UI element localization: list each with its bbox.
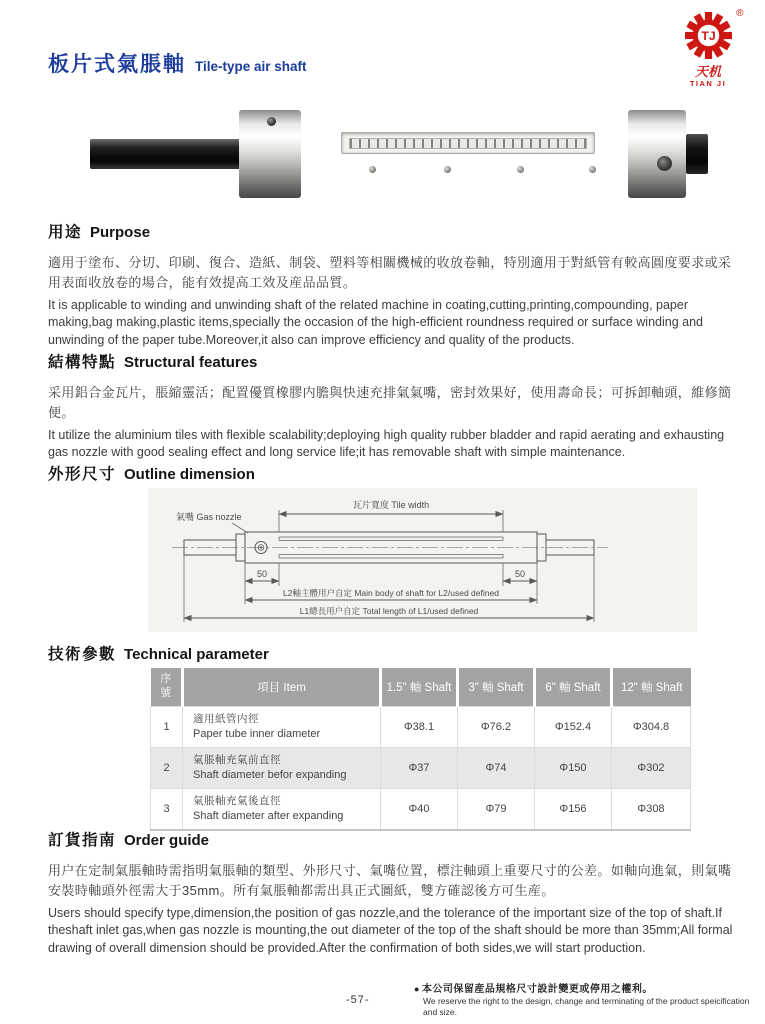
row-value: Φ76.2 (458, 707, 535, 748)
table-row (151, 707, 691, 748)
features-text-en: It utilize the aluminium tiles with flexible scalability;deploying high quality rubber bladder and rapid aerating and exhausting gas nozzle with good sealing effect and long service life;it has removable shaft with simple maintenance. (48, 428, 725, 460)
logo-name-zh: 天机 (694, 64, 721, 79)
row-value: Φ304.8 (612, 707, 691, 748)
row-value: Φ156 (535, 789, 612, 831)
row-no: 2 (151, 748, 183, 789)
shaft-journal-left (90, 139, 260, 169)
parameters-heading (48, 638, 738, 666)
purpose-text-en: It is applicable to winding and unwinding shaft of the related machine in coating,cutting,printing,compounding, paper making,bag making,plastic items,specially the occasion of the high-efficient roundness required or surface winding and unwinding of the paper tube.Moreover,it also can improve efficiency and quality of the products. (48, 298, 703, 347)
footer-note-en: We reserve the right to the design, change and terminating of the product speicification and size. (423, 996, 750, 1018)
outline-drawing-panel (148, 488, 697, 632)
col-header-shaft-1-5: 1.5" 軸 Shaft (381, 668, 458, 707)
row-item (183, 707, 381, 748)
company-logo (666, 8, 750, 89)
parameters-heading-en: Technical parameter (124, 646, 269, 663)
parameter-table (150, 668, 691, 831)
screw-icon (517, 166, 524, 173)
gear-icon (685, 12, 732, 59)
row-no: 3 (151, 789, 183, 831)
row-value: Φ74 (458, 748, 535, 789)
shaft-body (299, 108, 629, 200)
row-value: Φ150 (535, 748, 612, 789)
row-value: Φ308 (612, 789, 691, 831)
page-number: -57- (346, 994, 370, 1006)
row-value: Φ38.1 (381, 707, 458, 748)
purpose-heading-en: Purpose (90, 224, 151, 241)
col-header-no: 序號 (151, 668, 183, 707)
row-item-en: Paper tube inner diameter (193, 728, 321, 741)
features-text-zh: 采用鋁合金瓦片，脹縮靈活；配置優質橡膠内膽與快速充排氣氣嘴，密封效果好，使用壽命長；可拆卸軸頭，維修簡便。 (48, 385, 732, 420)
screw-icon (444, 166, 451, 173)
row-value: Φ37 (381, 748, 458, 789)
table-row (151, 748, 691, 789)
logo-name-en: TIAN JI (689, 79, 727, 89)
end-cap-left (239, 110, 301, 198)
row-value: Φ152.4 (535, 707, 612, 748)
row-item-en: Shaft diameter befor expanding (193, 769, 347, 782)
purpose-heading (48, 216, 738, 244)
row-value: Φ79 (458, 789, 535, 831)
gas-nozzle-label: 氣嘴 Gas nozzle (176, 512, 242, 522)
purpose-text-zh: 適用于塗布、分切、印刷、復合、造紙、制袋、塑料等相關機械的收放卷軸，特別適用于對紙管有較高圓度要求或采用表面收放卷的場合，能有效提高工效及産品品質。 (48, 255, 732, 290)
bullet-icon: ● (414, 984, 420, 994)
outline-drawing-svg (148, 488, 697, 632)
tile-width-label: 瓦片寬度 Tile width (352, 500, 430, 510)
col-header-shaft-12: 12" 軸 Shaft (612, 668, 691, 707)
col-header-shaft-3: 3" 軸 Shaft (458, 668, 535, 707)
row-value: Φ302 (612, 748, 691, 789)
registered-trademark-icon: ® (736, 8, 744, 19)
col-header-item: 項目 Item (183, 668, 381, 707)
section-purpose (48, 216, 738, 349)
tile-width-extensions (279, 510, 503, 532)
screw-icon (369, 166, 376, 173)
l2-label: L2軸主體用户自定 Main body of shaft for L2/used defined (283, 588, 499, 598)
row-item-zh: 氣脹軸充氣後直徑 (193, 795, 281, 808)
row-item (183, 748, 381, 789)
gear-logo (685, 8, 744, 64)
page-title (48, 48, 307, 78)
features-heading-zh: 結構特點 (48, 354, 117, 371)
col-header-shaft-6: 6" 軸 Shaft (535, 668, 612, 707)
order-heading-en: Order guide (124, 832, 210, 849)
row-no: 1 (151, 707, 183, 748)
l1-label: L1總長用户自定 Total length of L1/used defined (299, 606, 479, 616)
section-order (48, 824, 738, 957)
features-heading (48, 346, 738, 374)
logo-monogram: TJ (700, 29, 716, 44)
tile-slot (341, 132, 595, 154)
order-text-en: Users should specify type,dimension,the position of gas nozzle,and the tolerance of the important size of the top of shaft.If theshaft inlet gas,when gas nozzle is mounting,the out diameter of the top of the shaft should be more than 35mm;All formal drawing of overall dimension should be provided.After the confirmation of both sides,we will start production. (48, 906, 733, 955)
row-value: Φ40 (381, 789, 458, 831)
outline-heading (48, 458, 738, 486)
end-cap-right (628, 110, 686, 198)
order-text-zh: 用户在定制氣脹軸時需指明氣脹軸的類型、外形尺寸、氣嘴位置，標注軸頭上重要尺寸的公差。如軸向進氣，則氣嘴安裝時軸頭外徑需大于35mm。所有氣脹軸都需出具正式圖紙，雙方確認後方可生産。 (48, 863, 732, 898)
page-title-en: Tile-type air shaft (195, 59, 307, 74)
purpose-heading-zh: 用途 (48, 224, 83, 241)
outline-heading-zh: 外形尺寸 (48, 466, 117, 483)
footer-note-zh-text: 本公司保留産品規格尺寸設計變更或停用之權利。 (421, 984, 653, 995)
section-features (48, 346, 738, 462)
order-heading-zh: 訂貨指南 (48, 832, 117, 849)
shaft-stub-right (686, 134, 708, 174)
parameters-heading-zh: 技術參數 (48, 646, 117, 663)
dim-50-left-label: 50 (256, 569, 268, 579)
row-item-en: Shaft diameter after expanding (193, 810, 344, 823)
screw-icon (589, 166, 596, 173)
footer-note (414, 983, 750, 1018)
page-title-zh: 板片式氣脹軸 (48, 53, 186, 76)
outline-heading-en: Outline dimension (124, 466, 255, 483)
product-photo (90, 104, 708, 204)
features-heading-en: Structural features (124, 354, 258, 371)
dim-50-right-label: 50 (514, 569, 526, 579)
nozzle-leader-line (232, 523, 248, 533)
table-header-row (151, 668, 691, 707)
order-heading (48, 824, 738, 852)
row-item-zh: 氣脹軸充氣前直徑 (193, 754, 281, 767)
footer-note-zh (414, 983, 750, 996)
row-item-zh: 適用紙管内徑 (193, 713, 259, 726)
